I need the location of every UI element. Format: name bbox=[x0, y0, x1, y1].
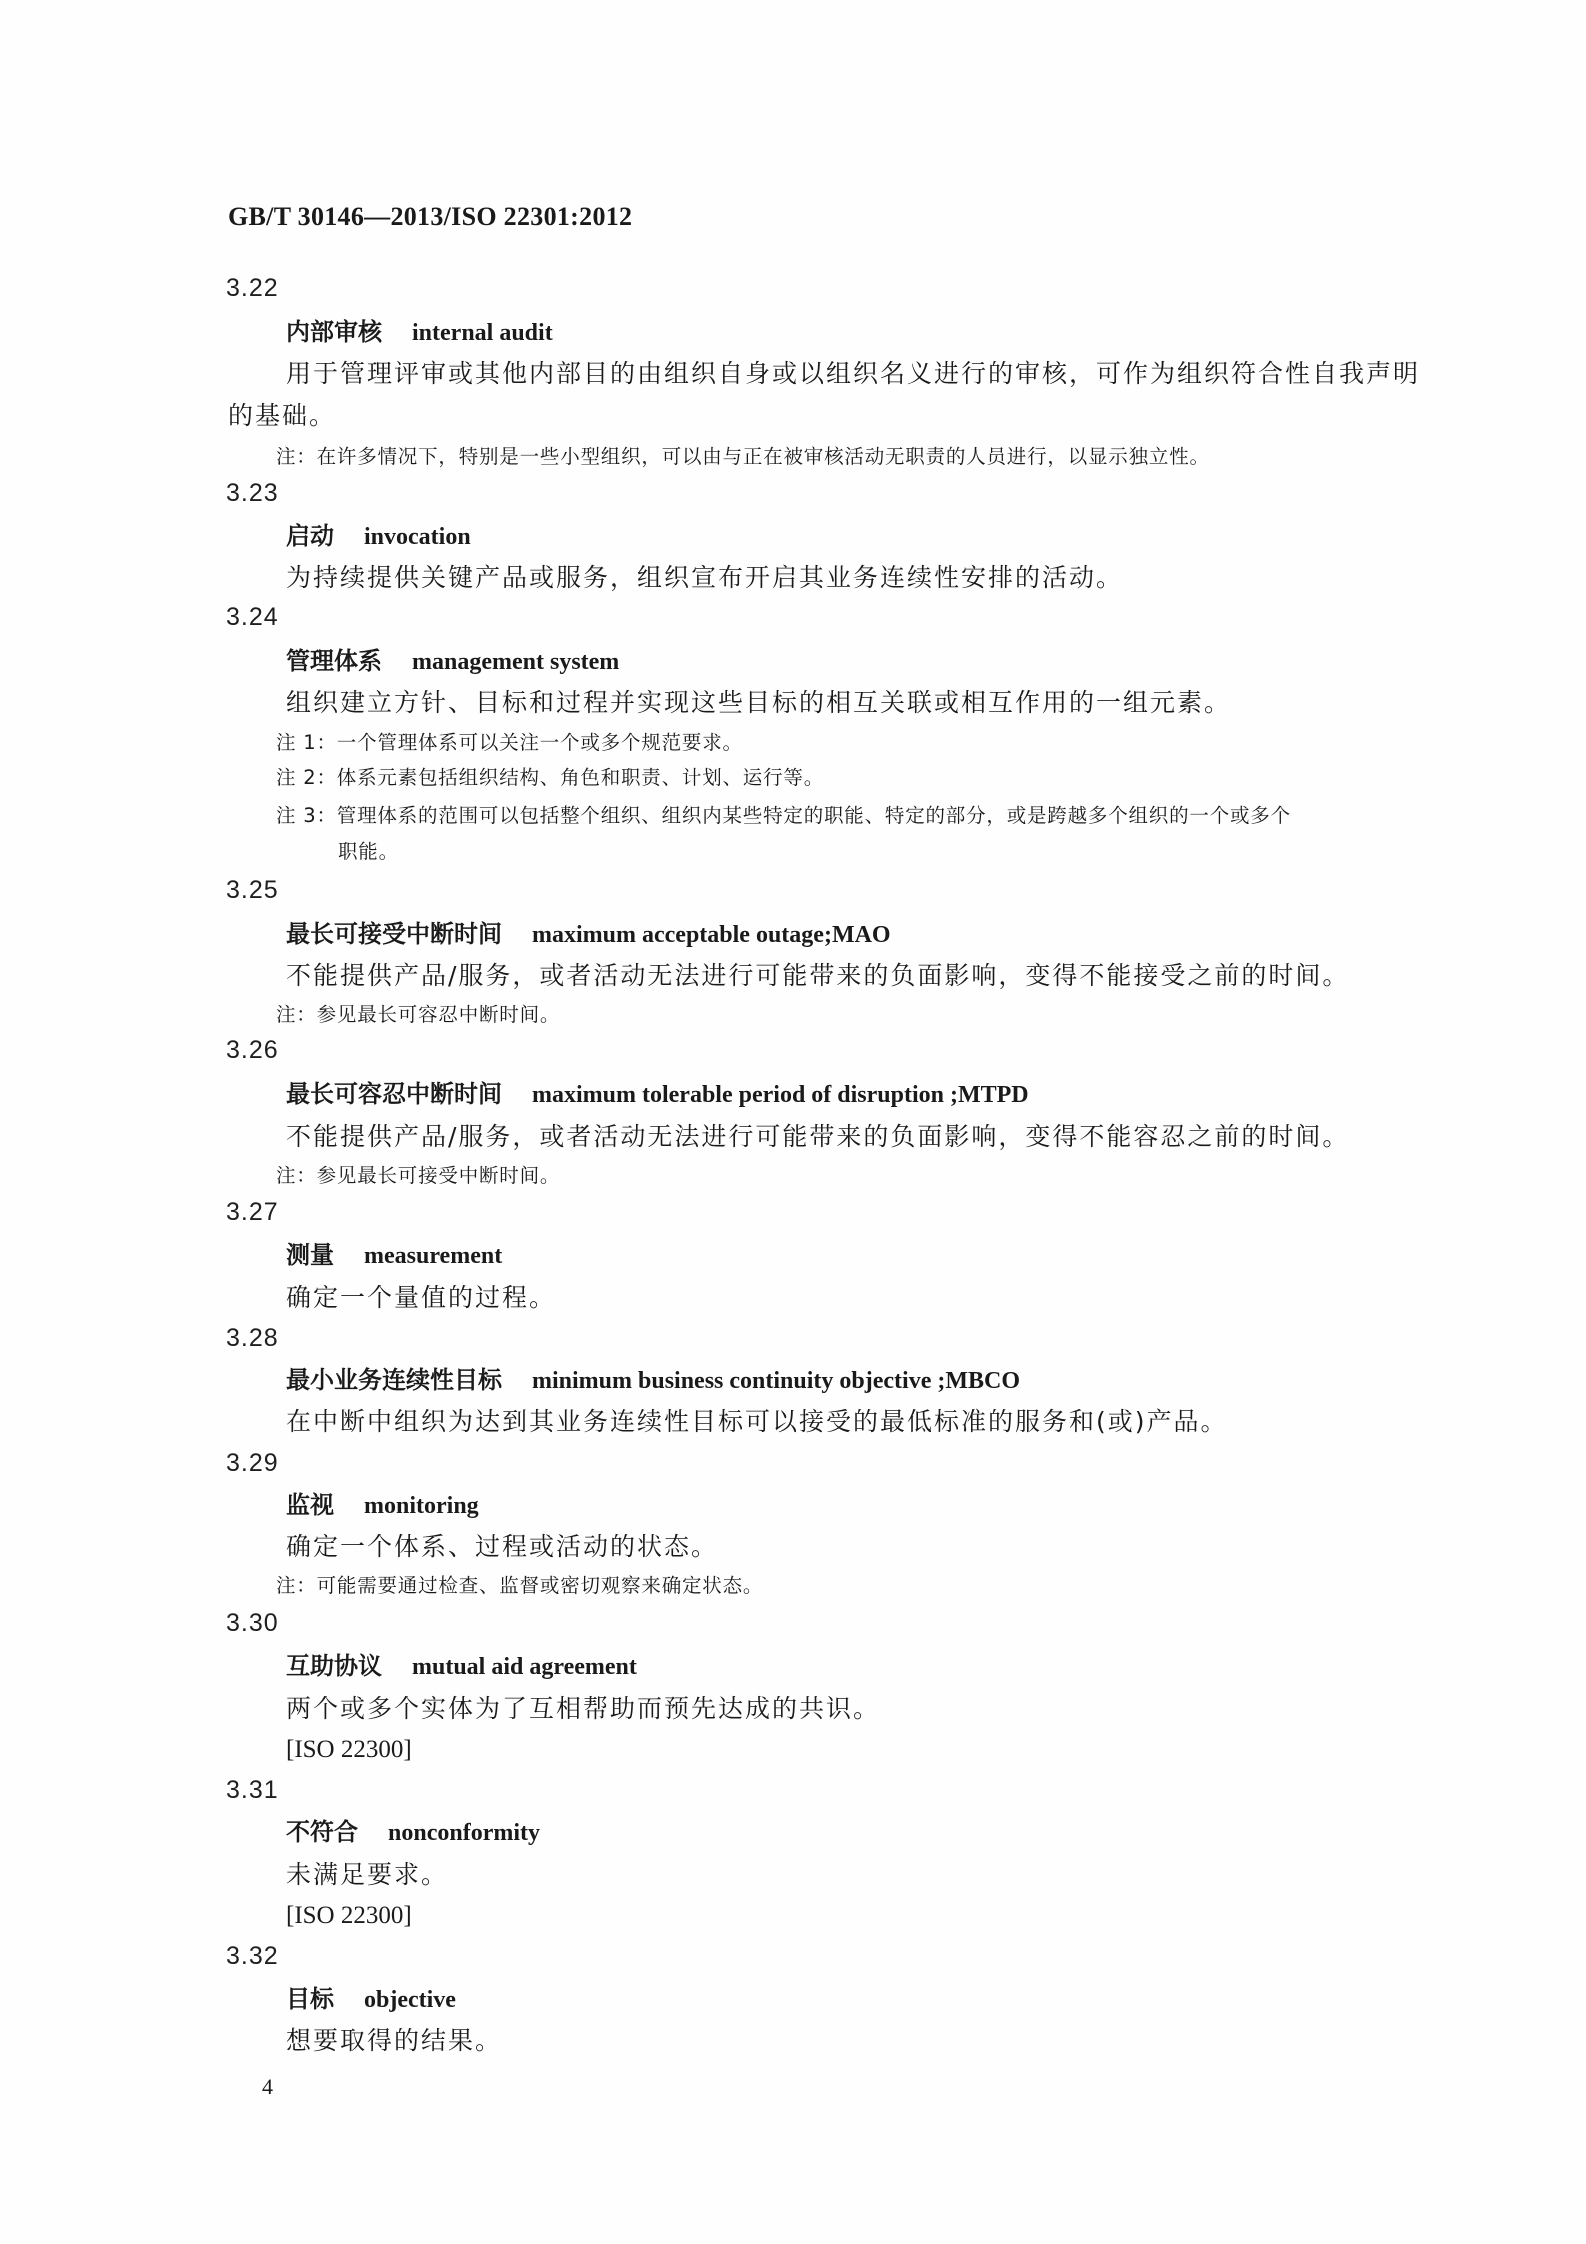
term-zh: 管理体系 bbox=[286, 647, 382, 675]
clause-number: 3.32 bbox=[226, 1942, 279, 1970]
page-number: 4 bbox=[262, 2074, 273, 2099]
term-zh: 不符合 bbox=[286, 1818, 358, 1846]
definition: 在中断中组织为达到其业务连续性目标可以接受的最低标准的服务和(或)产品。 bbox=[286, 1407, 1228, 1436]
term-heading bbox=[286, 320, 553, 345]
source-reference: [ISO 22300] bbox=[286, 1736, 412, 1763]
note: 注：参见最长可容忍中断时间。 bbox=[276, 1003, 561, 1026]
note-continuation: 职能。 bbox=[338, 840, 399, 863]
term-en: nonconformity bbox=[388, 1820, 540, 1846]
term-zh: 内部审核 bbox=[286, 318, 382, 346]
clause-number: 3.31 bbox=[226, 1776, 279, 1804]
term-heading bbox=[286, 1082, 1029, 1107]
clause-number: 3.24 bbox=[226, 603, 279, 631]
clause-number: 3.22 bbox=[226, 274, 279, 302]
definition: 确定一个量值的过程。 bbox=[286, 1283, 557, 1312]
term-heading bbox=[286, 524, 471, 549]
standard-header: GB/T 30146—2013/ISO 22301:2012 bbox=[228, 202, 633, 231]
term-en: objective bbox=[364, 1987, 456, 2013]
term-zh: 目标 bbox=[286, 1985, 334, 2013]
definition: 确定一个体系、过程或活动的状态。 bbox=[286, 1532, 719, 1561]
definition: 不能提供产品/服务，或者活动无法进行可能带来的负面影响，变得不能容忍之前的时间。 bbox=[286, 1122, 1350, 1151]
term-zh: 测量 bbox=[286, 1241, 334, 1269]
term-heading bbox=[286, 1654, 637, 1679]
term-en: internal audit bbox=[412, 320, 553, 346]
term-heading bbox=[286, 1987, 456, 2012]
definition: 组织建立方针、目标和过程并实现这些目标的相互关联或相互作用的一组元素。 bbox=[286, 688, 1232, 717]
source-reference: [ISO 22300] bbox=[286, 1902, 412, 1929]
term-zh: 启动 bbox=[286, 522, 334, 550]
term-zh: 最长可容忍中断时间 bbox=[286, 1080, 502, 1108]
term-heading bbox=[286, 1493, 479, 1518]
term-heading bbox=[286, 649, 619, 674]
term-en: invocation bbox=[364, 524, 471, 550]
note: 注 2：体系元素包括组织结构、角色和职责、计划、运行等。 bbox=[276, 766, 825, 789]
note: 注：在许多情况下，特别是一些小型组织，可以由与正在被审核活动无职责的人员进行，以显示独立性。 bbox=[276, 445, 1210, 468]
note: 注 3：管理体系的范围可以包括整个组织、组织内某些特定的职能、特定的部分，或是跨越多个组织的一个或多个 bbox=[276, 804, 1291, 827]
term-heading bbox=[286, 1243, 502, 1268]
term-heading bbox=[286, 1368, 1020, 1393]
clause-number: 3.25 bbox=[226, 876, 279, 904]
term-zh: 最长可接受中断时间 bbox=[286, 920, 502, 948]
term-en: management system bbox=[412, 649, 620, 675]
definition: 未满足要求。 bbox=[286, 1860, 449, 1889]
term-en: mutual aid agreement bbox=[412, 1654, 637, 1680]
clause-number: 3.29 bbox=[226, 1449, 279, 1477]
term-zh: 最小业务连续性目标 bbox=[286, 1366, 502, 1394]
definition: 用于管理评审或其他内部目的由组织自身或以组织名义进行的审核，可作为组织符合性自我声明 bbox=[286, 359, 1421, 388]
note: 注：可能需要通过检查、监督或密切观察来确定状态。 bbox=[276, 1574, 764, 1597]
definition: 想要取得的结果。 bbox=[286, 2026, 503, 2055]
definition: 两个或多个实体为了互相帮助而预先达成的共识。 bbox=[286, 1694, 881, 1723]
definition-continuation: 的基础。 bbox=[228, 401, 337, 430]
term-zh: 监视 bbox=[286, 1491, 334, 1519]
clause-number: 3.30 bbox=[226, 1609, 279, 1637]
term-heading bbox=[286, 1820, 540, 1845]
definition: 为持续提供关键产品或服务，组织宣布开启其业务连续性安排的活动。 bbox=[286, 563, 1124, 592]
term-heading bbox=[286, 922, 891, 947]
term-en: monitoring bbox=[364, 1493, 479, 1519]
term-en: maximum acceptable outage;MAO bbox=[532, 922, 891, 948]
term-en: minimum business continuity objective ;MBCO bbox=[532, 1368, 1021, 1394]
term-en: maximum tolerable period of disruption ;MTPD bbox=[532, 1082, 1029, 1108]
term-en: measurement bbox=[364, 1243, 503, 1269]
clause-number: 3.28 bbox=[226, 1324, 279, 1352]
term-zh: 互助协议 bbox=[286, 1652, 382, 1680]
definition: 不能提供产品/服务，或者活动无法进行可能带来的负面影响，变得不能接受之前的时间。 bbox=[286, 961, 1350, 990]
note: 注 1：一个管理体系可以关注一个或多个规范要求。 bbox=[276, 731, 743, 754]
clause-number: 3.23 bbox=[226, 479, 279, 507]
clause-number: 3.27 bbox=[226, 1198, 279, 1226]
note: 注：参见最长可接受中断时间。 bbox=[276, 1164, 561, 1187]
clause-number: 3.26 bbox=[226, 1036, 279, 1064]
